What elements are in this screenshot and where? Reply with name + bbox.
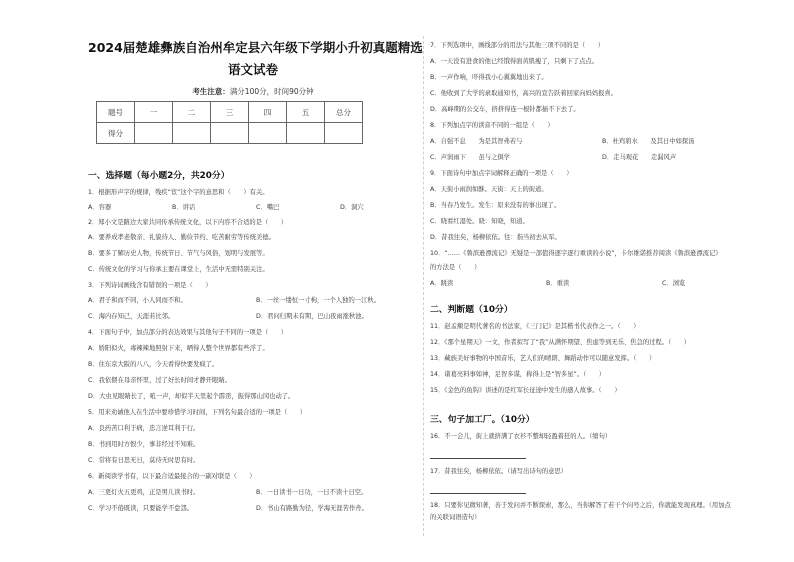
option-6d: D．书山有路勤为径，学海无涯苦作舟。 xyxy=(256,505,368,512)
option-7a: A．一天没有进食的他已经饿得面黄肌瘦了，只剩下了点点。 xyxy=(430,58,599,65)
option-3b: B．一丝一缕恒一寸枸，一个人独钓一江秋。 xyxy=(256,297,380,304)
option-2a: A．要养成孝老敬亲、礼貌待人、勤俭节约、吃苦耐劳等传统美德。 xyxy=(88,234,275,241)
question-15: 15．《金色的鱼钩》讲述的是红军长征途中发生的感人故事。（ ） xyxy=(430,387,621,394)
score-cell: 四 xyxy=(249,102,287,123)
option-6a: A．三更灯火五更鸡，正是男儿读书时。 xyxy=(88,489,200,496)
option-9c: C．晓看红湿处。晓：知晓，知道。 xyxy=(430,218,529,225)
option-4d: D．大虫见眼睛长了，吼一声，却似半天里起个霹雳，振得那山冈也动了。 xyxy=(88,393,295,400)
option-1a: A．容器 xyxy=(88,204,112,211)
section-heading-judge: 二、判断题（10分） xyxy=(430,305,513,315)
notice-text: 满分100分，时间90分钟 xyxy=(229,87,314,96)
option-8b: B．杜鸡碧水 及其日中如探汤 xyxy=(602,138,695,145)
question-8: 8．下列加点字的读音不同的一组是（ ） xyxy=(430,122,554,129)
option-7c: C．他收到了大学的录取通知书，高兴的宣告跃着回家向妈妈报喜。 xyxy=(430,90,618,97)
option-9a: A．天街小雨润如酥。天街：天上的街道。 xyxy=(430,186,548,193)
score-input-cell[interactable] xyxy=(249,123,287,144)
score-cell: 得分 xyxy=(97,123,135,144)
question-18: 18．只要你见微知著，善于发问并不断探索，那么，当你解答了若干个问号之后，你就能发现真理。（用加点 xyxy=(430,502,731,509)
question-17: 17．昔我往矣，杨柳依依。（请写出诗句的意思） xyxy=(430,468,568,475)
option-2c: C．传统文化的学习与你承主要在课堂上，生活中无需特别关注。 xyxy=(88,266,269,273)
question-1: 1．根据形声字的规律，残疾“宦”这个字的意思和（ ）有关。 xyxy=(88,189,269,196)
answer-blank[interactable] xyxy=(430,492,526,494)
answer-line-16[interactable] xyxy=(430,451,770,459)
exam-title-line2: 语文试卷 xyxy=(227,62,278,77)
option-1d: D．洞穴 xyxy=(340,204,364,211)
question-9: 9．下面诗句中加点字词解释正确的一项是（ ） xyxy=(430,170,573,177)
option-7d: D．高峰期的公交车，挤挤得连一根针都插不下去了。 xyxy=(430,106,580,113)
question-13: 13．藏族美好事物的中国音乐，艺人们的晴朗、舞蹈动作可以随意发挥。（ ） xyxy=(430,355,656,362)
column-divider xyxy=(423,36,424,536)
option-10a: A．跳读 xyxy=(430,280,454,287)
score-input-cell[interactable] xyxy=(211,123,249,144)
section-heading-sentence: 三、句子加工厂。（10分） xyxy=(430,415,535,425)
question-10: 10．“……《鲁滨逊漂流记》无疑是一部值得逐字逐行重读的小说”，卡尔维诺推荐阅读《鲁滨逊漂流记》 xyxy=(430,250,722,257)
question-5: 5．用来劝诫他人在生活中要珍惜学习时间，下列名句最合适的一项是（ ） xyxy=(88,409,307,416)
exam-notice xyxy=(88,86,418,97)
option-10b: B．重读 xyxy=(546,280,570,287)
option-8c: C．声润雨下 虽与之俱学 xyxy=(430,154,510,161)
option-9b: B．当春乃发生。发生：原来没有的事出现了。 xyxy=(430,202,561,209)
question-16: 16．不一会儿，街上就挤满了衣衫不整却轻盈着狂的人。（缩句） xyxy=(430,433,612,440)
option-5a: A．良药苦口利于病，忠言逆耳利于行。 xyxy=(88,425,200,432)
option-3c: C．海内存知己，天涯若比邻。 xyxy=(88,313,175,320)
score-cell: 三 xyxy=(211,102,249,123)
score-cell: 五 xyxy=(287,102,325,123)
option-3a: A．君子和而不同，小人同而不和。 xyxy=(88,297,187,304)
question-11: 11．赵孟頫是明代著名的书法家，《三门记》是其楷书代表作之一。（ ） xyxy=(430,323,640,330)
option-6c: C．学习不倦既读，只要能学不怠怨。 xyxy=(88,505,194,512)
score-table-row xyxy=(97,123,363,144)
answer-blank[interactable] xyxy=(430,457,526,459)
option-5c: C．常将有日思无日，莫待无时思有时。 xyxy=(88,457,200,464)
score-cell: 总分 xyxy=(325,102,363,123)
question-7: 7．下列选项中，画线部分的用法与其他三项不同的是（ ） xyxy=(430,42,605,49)
option-4c: C．我依偎在母亲怀里，过了好长时间才静开眼睛。 xyxy=(88,377,231,384)
score-input-cell[interactable] xyxy=(287,123,325,144)
score-cell: 一 xyxy=(135,102,173,123)
option-1c: C．嘴巴 xyxy=(256,204,280,211)
question-4: 4．下面句子中，加点部分的表达效果与其他句子不同的一项是（ ） xyxy=(88,329,288,336)
option-10c: C．浏览 xyxy=(662,280,686,287)
option-4b: B．住东京大阪的八八，今天看得快要发疯了。 xyxy=(88,361,219,368)
option-8a: A．自强不息 为是其智弗若与 xyxy=(430,138,523,145)
option-3d: D．君问归期未有期，巴山夜雨涨秋池。 xyxy=(256,313,368,320)
option-2b: B．要多了解历史人物，传统节日、节气与风俗，划明与发展等。 xyxy=(88,250,269,257)
score-table-row xyxy=(97,102,363,123)
option-1b: B．讲话 xyxy=(172,204,196,211)
exam-title-line1: 2024届楚雄彝族自治州牟定县六年级下学期小升初真题精选 xyxy=(88,40,423,55)
option-5b: B．书到用时方恨少，事非经过不知难。 xyxy=(88,441,200,448)
question-12: 12．《那个星期天》一文，作者拟写了“我”从满怀期望、焦虑等到无乐、焦急的过程。（ ） xyxy=(430,339,691,346)
question-14: 14．诸葛亮料事如神，足智多谋，称得上是“智多星”。（ ） xyxy=(430,371,606,378)
score-input-cell[interactable] xyxy=(135,123,173,144)
section-heading-choice: 一、选择题（每小题2分，共20分） xyxy=(88,171,230,181)
question-6: 6．新阅读学书有，以下最合适最接合的一副对联是（ ） xyxy=(88,473,256,480)
option-8d: D．走马观花 走漏风声 xyxy=(602,154,677,161)
score-input-cell[interactable] xyxy=(325,123,363,144)
question-2: 2．郑小文是路边大家共同传承传统文化，以下内容不合适的是（ ） xyxy=(88,219,288,226)
score-input-cell[interactable] xyxy=(173,123,211,144)
question-10-tail: 的方法是（ ） xyxy=(430,264,481,271)
option-4a: A．娇阳似火，毒辣辣地照射下来，晒得人整个世界都有些浮了。 xyxy=(88,345,269,352)
option-9d: D．昔我往矣，杨柳依依。往：指当初去从军。 xyxy=(430,234,561,241)
option-7b: B．一声作响，吓得我小心翼翼地出来了。 xyxy=(430,74,548,81)
question-18-tail: 的关联词语造句） xyxy=(430,514,481,521)
score-cell: 题号 xyxy=(97,102,135,123)
score-table xyxy=(96,101,363,144)
score-cell: 二 xyxy=(173,102,211,123)
question-3: 3．下列诗词画线含有错误的一项是（ ） xyxy=(88,282,212,289)
notice-label: 考生注意： xyxy=(192,87,230,96)
answer-line-17[interactable] xyxy=(430,486,770,494)
option-6b: B．一日读书一日功，一日不读十日空。 xyxy=(256,489,368,496)
